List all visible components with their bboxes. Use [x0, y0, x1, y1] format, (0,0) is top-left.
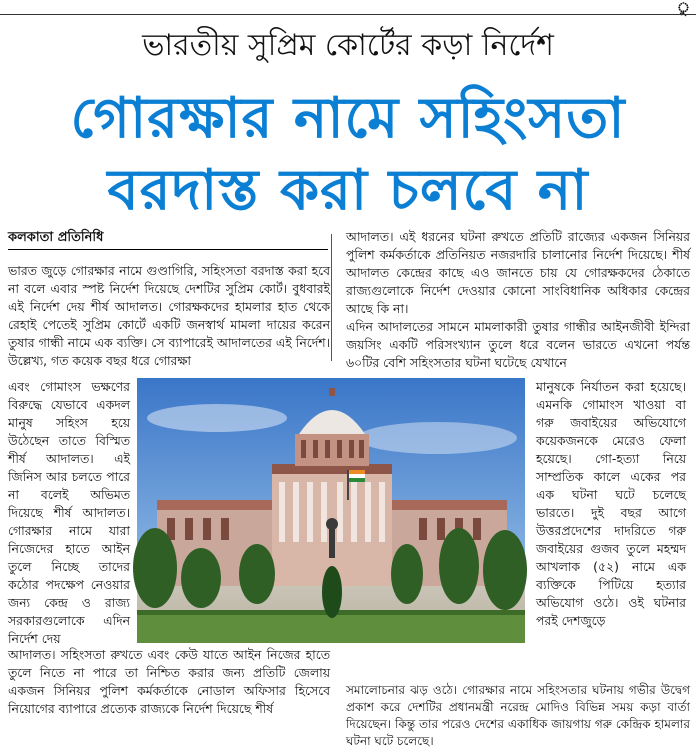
column-divider: [331, 234, 332, 361]
kicker-headline: ভারতীয় সুপ্রিম কোর্টের কড়া নির্দেশ: [142, 28, 554, 63]
top-rule: [0, 14, 696, 15]
main-headline-line-2: বরদাস্ত করা চলবে না: [107, 158, 589, 223]
article-right-top-2: এদিন আদালতের সামনে মামলাকারী তুষার গান্ধীর আইনজীবী ইন্দিরা জয়সিং একটি পরিসংখ্যান তুলে ধরে বলেন ভারতে এখনো পর্যন্ত ৬০টির বেশি সহিংসতার ঘটনা ঘটেছে যেখানে: [346, 319, 690, 370]
main-headline-line-1: গোরক্ষার নামে সহিংসতা: [70, 86, 626, 151]
byline: কলকাতা প্রতিনিধি: [8, 230, 104, 245]
corner-glyph: ু: [676, 0, 690, 16]
article-left-wrap: এবং গোমাংস ভক্ষণের বিরুদ্ধে যেভাবে একদল মানুষ সহিংস হয়ে উঠেছেন তাতে বিস্মিত শীর্ষ আদালত। এই জিনিস আর চলতে পারে না বলেই অভিমত দিয়েছে শীর্ষ আদালত। গোরক্ষার নামে যারা নিজেদের হাতে আইন তুলে নিচ্ছে তাদের কঠোর পদক্ষেপ নেওয়ার জন্য কেন্দ্র ও রাজ্য সরকারগুলোকে এদিন নির্দেশ দেয়: [8, 379, 130, 646]
article-right-wrap: মানুষকে নির্যাতন করা হয়েছে। এমনকি গোমাংস খাওয়া বা গরু জবাইয়ের অভিযোগে কয়েকজনকে মেরেও ফেলা হয়েছে। গো-হত্যা নিয়ে সাম্প্রতিক কালে একের পর এক ঘটনা ঘটে চলেছে ভারতে। দুই বছর আগে উত্তরপ্রদেশের দাদরিতে গরু জবাইয়ের গুজব তুলে মহম্মদ আখলাক (৫২) নামে এক ব্যক্তিকে পিটিয়ে হত্যার অভিযোগ ওঠে। ওই ঘটনার পরই দেশজুড়ে: [536, 379, 686, 628]
supreme-court-photo: [137, 378, 525, 643]
article-right-top: আদালত। এই ধরনের ঘটনা রুখতে প্রতিটি রাজ্যের একজন সিনিয়র পুলিশ কর্মকর্তাকে প্রতিনিয়ত নজরদারি চালানোর নির্দেশ দিয়েছে। শীর্ষ আদালত কেন্দ্রের কাছে এও জানতে চায় যে গোরক্ষকদের ঠেকাতে রাজ্যগুলোকে নির্দেশ দেওয়ার কোনো সাংবিধানিক অধিকার কেন্দ্রের আছে কি না।: [346, 229, 690, 316]
supreme-court-illustration: [137, 378, 525, 643]
article-right-bottom: সমালোচনার ঝড় ওঠে। গোরক্ষার নামে সহিংসতার ঘটনায় গভীর উদ্বেগ প্রকাশ করে দেশটির প্রধানমন্ত্রী নরেন্দ্র মোদিও বিভিন্ন সময় কড়া বার্তা দিয়েছেন। কিন্তু তার পরেও দেশের একাধিক জায়গায় গরু কেন্দ্রিক হামলার ঘটনা ঘটে চলেছে।: [346, 683, 690, 748]
byline-rule: [8, 249, 328, 250]
article-left-bottom: আদালত। সহিংসতা রুখতে এবং কেউ যাতে আইন নিজের হাতে তুলে নিতে না পারে তা নিশ্চিত করার জন্য প্রতিটি জেলায় একজন সিনিয়র পুলিশ কর্মকর্তাকে নোডাল অফিসার হিসেবে নিয়োগের ব্যাপারে প্রত্যেক রাজ্যকে নির্দেশ দিয়েছে শীর্ষ: [8, 647, 330, 716]
article-left-top: ভারত জুড়ে গোরক্ষার নামে গুণ্ডাগিরি, সহিংসতা বরদাস্ত করা হবে না বলে এবার স্পষ্ট নির্দেশ দিয়েছে দেশটির সুপ্রিম কোর্ট। বুধবারই এই নির্দেশ দেয় শীর্ষ আদালত। গোরক্ষকদের হামলার হাত থেকে রেহাই পেতেই সুপ্রিম কোর্টে একটি জনস্বার্থ মামলা দায়ের করেন তুষার গান্ধী নামে এক ব্যক্তি। সে ব্যাপারেই আদালতের এই নির্দেশ। উল্লেখ্য, গত কয়েক বছর ধরে গোরক্ষা: [8, 263, 330, 368]
